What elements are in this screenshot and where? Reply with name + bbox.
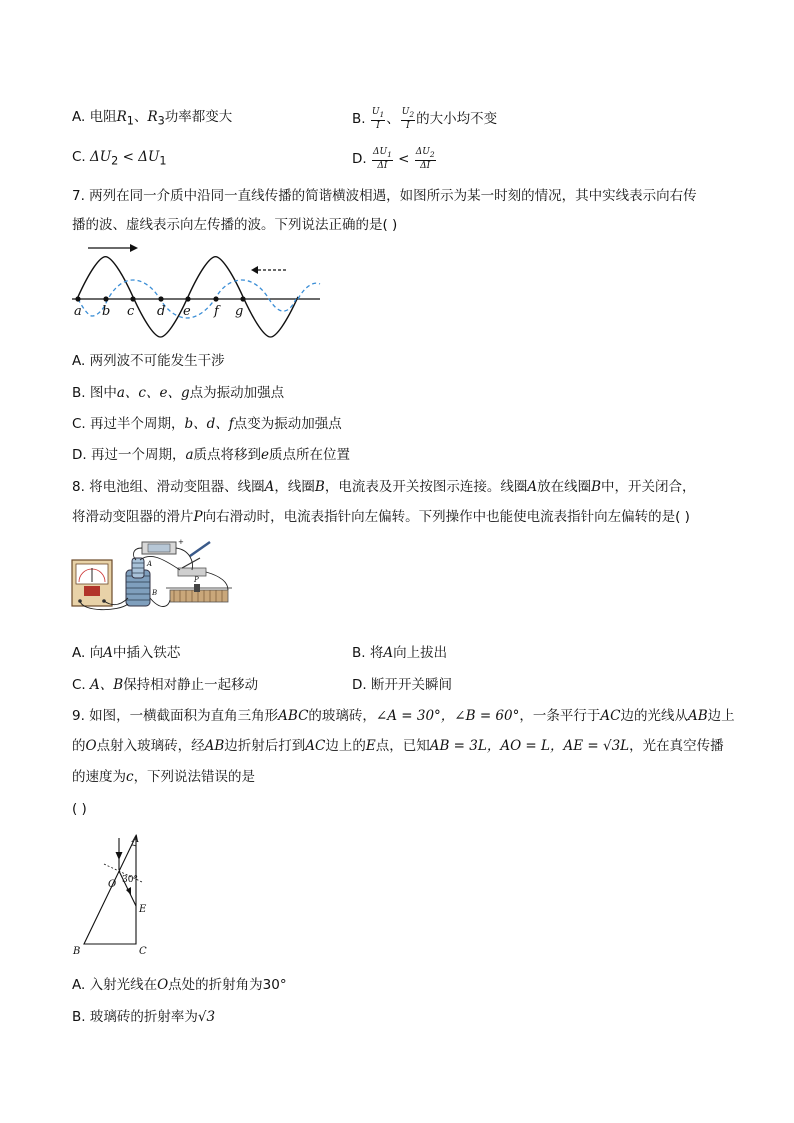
q7-option-d: D. 再过一个周期，a质点将移到e质点所在位置 [72, 447, 351, 463]
vertex-b-label: B [73, 946, 81, 957]
vertex-c-label: C [139, 946, 147, 957]
incident-arrow-icon [116, 852, 123, 860]
q6-option-d: D. $\frac{\Delta U_1}{\Delta I}$ < $\frac{\Delta U_2}{\Delta I}$ [352, 147, 435, 171]
coil-a-label: A [147, 560, 153, 568]
q9-stem-line2: 的O点射入玻璃砖，经AB边折射后打到AC边上的E点，已知AB = 3L，AO = L，AE = √3L，光在真空传播 [72, 738, 724, 754]
point-f [213, 296, 218, 301]
q7-option-b: B. 图中a、c、e、g点为振动加强点 [72, 385, 285, 401]
q8-option-b: B. 将A向上拔出 [352, 645, 448, 661]
q7-stem-line2: 播的波、虚线表示向左传播的波。下列说法正确的是( ) [72, 217, 398, 233]
right-arrow-icon [130, 244, 138, 252]
q7-wave-figure [70, 240, 322, 340]
point-d [158, 296, 163, 301]
fraction-u1-i: $\frac{U_1}{I}$ [371, 107, 385, 131]
q8-circuit-figure [70, 538, 235, 612]
q8-stem-line1: 8. 将电池组、滑动变阻器、线圈A，线圈B，电流表及开关按图示连接。线圈A放在线圈B中，开关闭合， [72, 479, 696, 495]
point-b [103, 296, 108, 301]
fraction-u2-i: $\frac{U_2}{I}$ [401, 107, 415, 131]
angle-30-label: 30° [122, 875, 138, 885]
coil-b-label: B [152, 589, 158, 597]
q8-stem-line2: 将滑动变阻器的滑片P向右滑动时，电流表指针向左偏转。下列操作中也能使电流表指针向左偏转的是( ) [72, 509, 690, 525]
vertex-a-label: A [132, 834, 140, 845]
q9-option-a: A. 入射光线在O点处的折射角为30° [72, 977, 287, 993]
q6-option-a: A. 电阻$R_1$、$R_3$功率都变大 [72, 109, 233, 128]
battery-plus-label: + [178, 538, 184, 546]
q9-prism-figure [70, 830, 160, 960]
slider-p [194, 584, 200, 592]
q9-option-b: B. 玻璃砖的折射率为√3 [72, 1009, 216, 1025]
point-e [185, 296, 190, 301]
fraction-du2-di: $\frac{\Delta U_2}{\Delta I}$ [415, 147, 435, 171]
point-a [75, 296, 80, 301]
q6-option-c: C. $\Delta U_2 < \Delta U_1$ [72, 149, 167, 168]
q9-stem-line3: 的速度为c，下列说法错误的是 [72, 769, 256, 785]
label-d: d [157, 304, 166, 319]
label-a: a [74, 304, 82, 319]
point-g [240, 296, 245, 301]
left-arrow-icon [251, 266, 258, 274]
label-g: g [235, 304, 244, 319]
q7-stem-line1: 7. 两列在同一介质中沿同一直线传播的简谐横波相遇，如图所示为某一时刻的情况，其中实线表示向右传 [72, 188, 697, 204]
q7-option-a: A. 两列波不可能发生干涉 [72, 353, 225, 369]
point-c [130, 296, 135, 301]
fraction-du1-di: $\frac{\Delta U_1}{\Delta I}$ [372, 147, 392, 171]
q8-option-a: A. 向A中插入铁芯 [72, 645, 181, 661]
q9-stem-line4: ( ) [72, 801, 87, 817]
q7-option-c: C. 再过半个周期，b、d、f点变为振动加强点 [72, 416, 342, 432]
point-e-label: E [139, 904, 147, 915]
q8-option-d: D. 断开开关瞬间 [352, 677, 452, 693]
label-f: f [214, 304, 219, 319]
q9-stem-line1: 9. 如图，一横截面积为直角三角形ABC的玻璃砖，∠A = 30°，∠B = 60°，一条平行于AC边的光线从AB边上 [72, 708, 735, 724]
label-e: e [183, 304, 191, 319]
label-b: b [102, 304, 111, 319]
slider-p-label: P [194, 576, 199, 584]
q8-option-c: C. A、B保持相对静止一起移动 [72, 677, 259, 693]
angle-arc [132, 845, 136, 846]
point-o-label: O [108, 879, 117, 890]
q6-option-b: B. $\frac{U_1}{I}$ 、 $\frac{U_2}{I}$ 的大小均不变 [352, 107, 498, 131]
label-c: c [127, 304, 135, 319]
